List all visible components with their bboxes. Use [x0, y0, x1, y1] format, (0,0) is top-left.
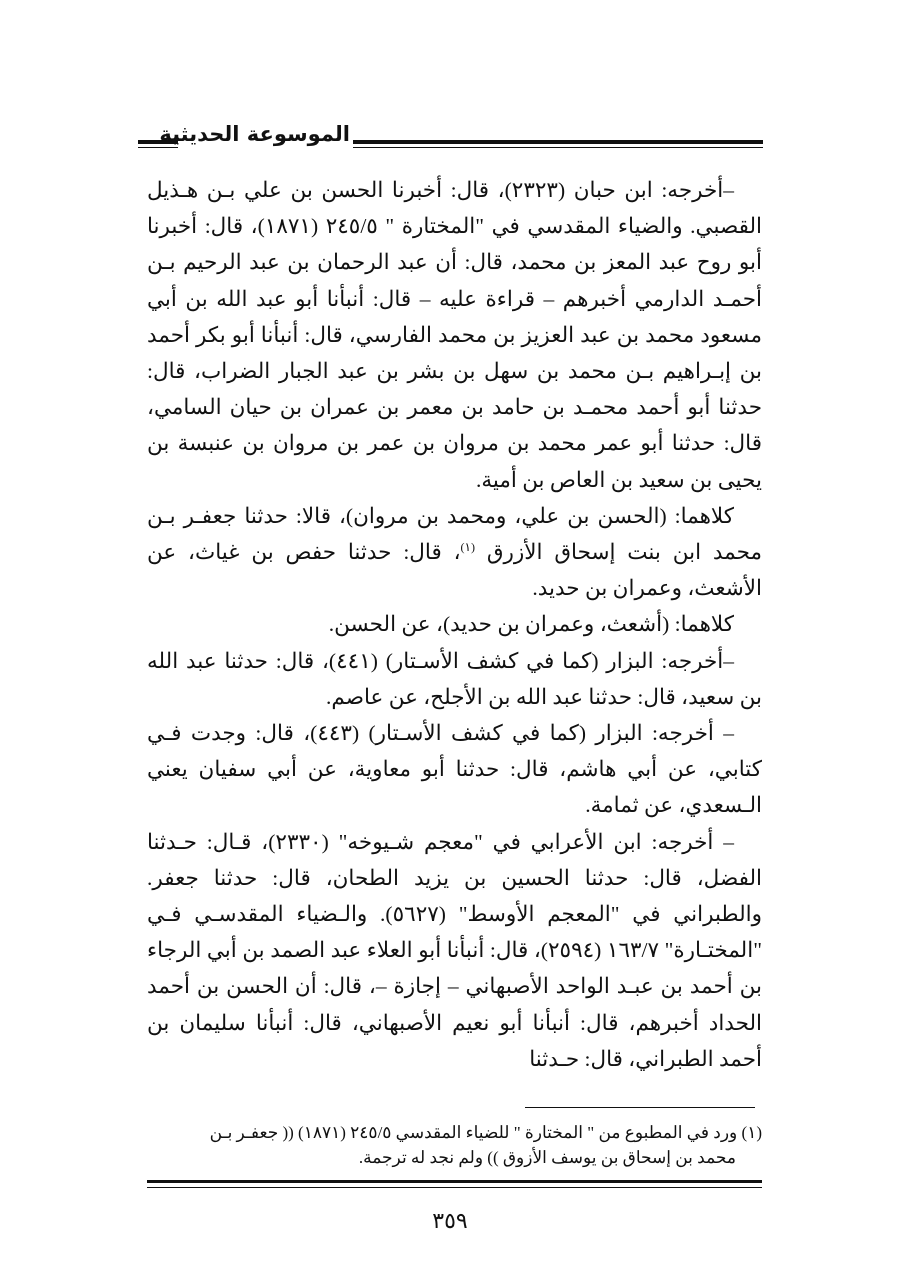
paragraph-1: –أخرجه: ابن حبان (٢٣٢٣)، قال: أخبرنا الحسن بن علي بـن هـذيل القصبي. والضياء المقدسي في "المختارة " ٢٤٥/٥ (١٨٧١)، قال: أخبرنا أبو روح عبد المعز بن محمد، قال: أن عبد الرحمان بن عبد الرحيم بـن أحمـد الدارمي أخبرهم – قراءة عليه – قال: أنبأنا أبو عبد الله بن أبي مسعود محمد بن عبد العزيز بن محمد الفارسي، قال: أنبأنا أبو بكر أحمد بن إبـراهيم بـن محمد بن سهل بن بشر بن عبد الجبار الضراب، قال: حدثنا أبو أحمد محمـد بن حامد بن معمر بن عمران بن حيان السامي، قال: حدثنا أبو عمر محمد بن مروان بن عمر بن مروان بن عنبسة بن يحيى بن سعيد بن العاص بن أمية. [147, 178, 762, 492]
body-text [147, 172, 762, 1077]
footer-rule [147, 1180, 762, 1183]
footnote-separator [525, 1107, 755, 1108]
header-rule-left-thin [138, 147, 178, 148]
footer-rule-thin [147, 1187, 762, 1188]
paragraph-2-text: كلاهما: (الحسن بن علي، ومحمد بن مروان)، قالا: حدثنا جعفـر بـن محمد ابن بنت إسحاق الأزرق [147, 503, 762, 565]
paragraph-2-tail: ، قال: حدثنا حفص بن غياث، عن الأشعث، وعمران بن حديد. [147, 540, 762, 601]
paragraph-4: –أخرجه: البزار (كما في كشف الأسـتار) (٤٤١)، قال: حدثنا عبد الله بن سعيد، قال: حدثنا عبد الله بن الأجلح، عن عاصم. [147, 648, 762, 709]
header-rule-right [353, 140, 763, 144]
paragraph-2 [147, 498, 762, 607]
footnote-ref[interactable]: (١) [460, 539, 475, 554]
page-header [138, 118, 763, 162]
paragraph-6: – أخرجه: ابن الأعرابي في "معجم شـيوخه" (٢٣٣٠)، قـال: حـدثنا الفضل، قال: حدثنا الحسين بن يزيد الطحان، قال: حدثنا جعفر. والطبراني في "المعجم الأوسط" (٥٦٢٧). والـضياء المقدسـي فـي "المختـارة" ١٦٣/٧ (٢٥٩٤)، قال: أنبأنا أبو العلاء عبد الصمد بن أبي الرجاء بن أحمد بن عبـد الواحد الأصبهاني – إجازة –، قال: أن الحسن بن أحمد الحداد أخبرهم، قال: أنبأنا أبو نعيم الأصبهاني، قال: أنبأنا سليمان بن أحمد الطبراني، قال: حـدثنا [147, 829, 762, 1071]
footnote [147, 1120, 762, 1170]
page-number: ٣٥٩ [432, 1208, 468, 1233]
paragraph-3: كلاهما: (أشعث، وعمران بن حديد)، عن الحسن. [328, 612, 734, 637]
footnote-line-2: محمد بن إسحاق بن يوسف الأزوق )) ولم نجد له ترجمة. [358, 1148, 736, 1167]
header-rule-right-thin [353, 147, 763, 148]
header-title: الموسوعة الحديثية [159, 122, 350, 146]
footnote-line-1: (١) ورد في المطبوع من " المختارة " للضياء المقدسي ٢٤٥/٥ (١٨٧١) (( جعفـر بـن [209, 1123, 762, 1142]
paragraph-5: – أخرجه: البزار (كما في كشف الأسـتار) (٤٤٣)، قال: وجدت فـي كتابي، عن أبي هاشم، قال: حدثنا أبو معاوية، عن أبي سفيان يعني الـسعدي، عن ثمامة. [147, 721, 762, 818]
